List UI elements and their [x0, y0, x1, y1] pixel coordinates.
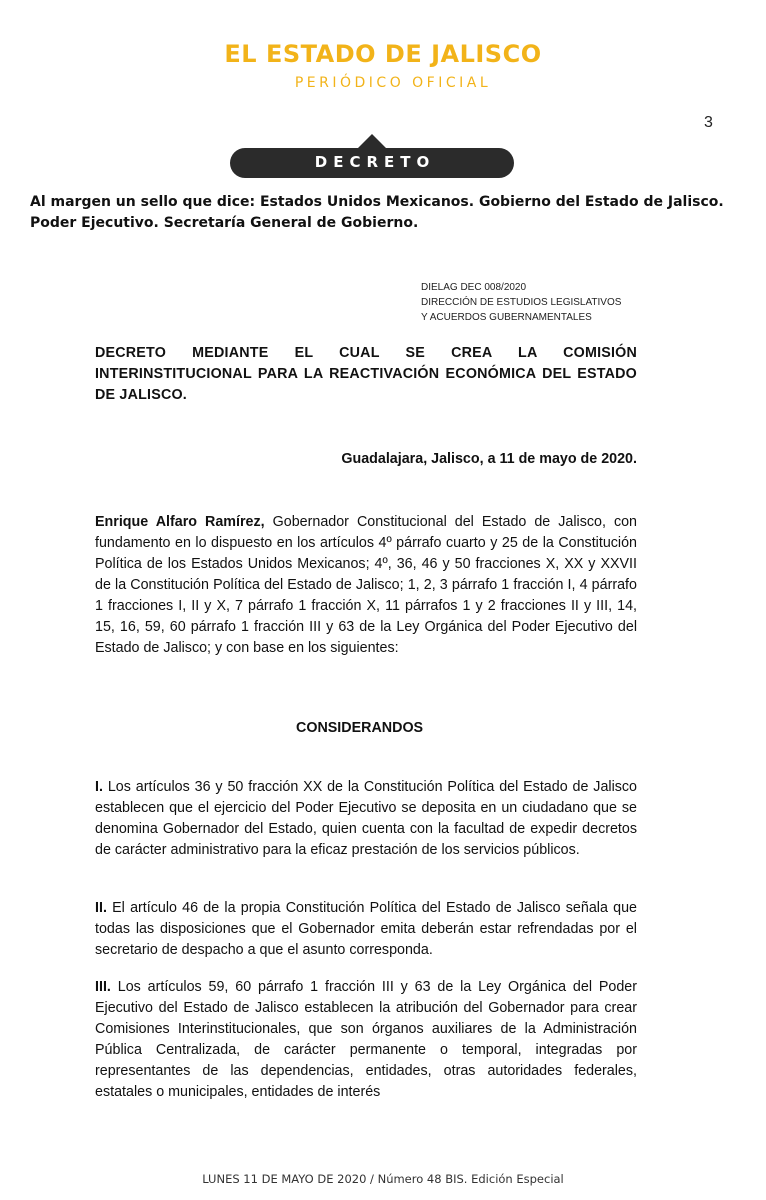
considerando-paragraph [95, 898, 637, 961]
banner-label: DECRETO [314, 153, 436, 171]
considerandos-heading [95, 720, 637, 736]
place-date: Guadalajara, Jalisco, a 11 de mayo de 2020. [341, 451, 637, 467]
considerando-numeral: II. [95, 900, 107, 916]
intro-text: Gobernador Constitucional del Estado de Jalisco, con fundamento en lo dispuesto en los artículos 4º párrafo cuarto y 25 de la Constitución Política de los Estados Unidos Mexicanos; 4º, 36, 46 y 50 fracciones X, XX y XXVII de la Constitución Política del Estado de Jalisco; 1, 2, 3 párrafo 1 fracción I, 4 párrafo 1 fracciones I, II y X, 7 párrafo 1 fracción X, 11 párrafos 1 y 2 fracciones II y III, 14, 15, 16, 59, 60 párrafo 1 fracción III y 63 de la Ley Orgánica del Poder Ejecutivo del Estado de Jalisco; y con base en los siguientes: [95, 514, 638, 656]
considerando-numeral: I. [95, 779, 103, 795]
considerando-text: Los artículos 59, 60 párrafo 1 fracción III y 63 de la Ley Orgánica del Poder Ejecutivo del Estado de Jalisco establecen la atribución del Gobernador para crear Comisiones Interinstitucionales, que son órganos auxiliares de la Administración Pública Centralizada, de carácter permanente o temporal, integradas por representantes de las dependencias, entidades, otras autoridades federales, estatales o municipales, entidades de interés [95, 979, 637, 1100]
considerando-paragraph [95, 977, 637, 1103]
decreto-banner [228, 132, 516, 178]
governor-name: Enrique Alfaro Ramírez, [95, 514, 265, 530]
considerandos-heading-text: CONSIDERANDOS [296, 720, 424, 736]
reference-code: DIELAG DEC 008/2020 [421, 282, 527, 293]
masthead-subtitle: PERIÓDICO OFICIAL [294, 75, 492, 91]
reference-block [421, 280, 621, 325]
decree-title: DECRETO MEDIANTE EL CUAL SE CREA LA COMISIÓN INTERINSTITUCIONAL PARA LA REACTIVACIÓN ECONÓMICA DEL ESTADO DE JALISCO. [95, 345, 637, 403]
masthead-title: EL ESTADO DE JALISCO [224, 40, 542, 68]
considerando-text: Los artículos 36 y 50 fracción XX de la Constitución Política del Estado de Jalisco establecen que el ejercicio del Poder Ejecutivo se deposita en un ciudadano que se denomina Gobernador del Estado, quien cuenta con la facultad de expedir decretos de carácter administrativo para la eficaz prestación de los servicios públicos. [95, 779, 637, 858]
intro-paragraph [95, 512, 637, 659]
page-number: 3 [704, 114, 713, 131]
reference-line-2: Y ACUERDOS GUBERNAMENTALES [421, 312, 592, 323]
considerando-text: El artículo 46 de la propia Constitución Política del Estado de Jalisco señala que todas las disposiciones que el Gobernador emita deberán estar refrendadas por el secretario de despacho a que el asunto corresponda. [95, 900, 637, 958]
considerando-numeral: III. [95, 979, 111, 995]
page-footer: LUNES 11 DE MAYO DE 2020 / Número 48 BIS. Edición Especial [202, 1172, 564, 1186]
considerando-paragraph [95, 777, 637, 861]
reference-line-1: DIRECCIÓN DE ESTUDIOS LEGISLATIVOS [421, 297, 622, 308]
seal-note: Al margen un sello que dice: Estados Unidos Mexicanos. Gobierno del Estado de Jalisco. Poder Ejecutivo. Secretaría General de Gobierno. [30, 194, 724, 231]
